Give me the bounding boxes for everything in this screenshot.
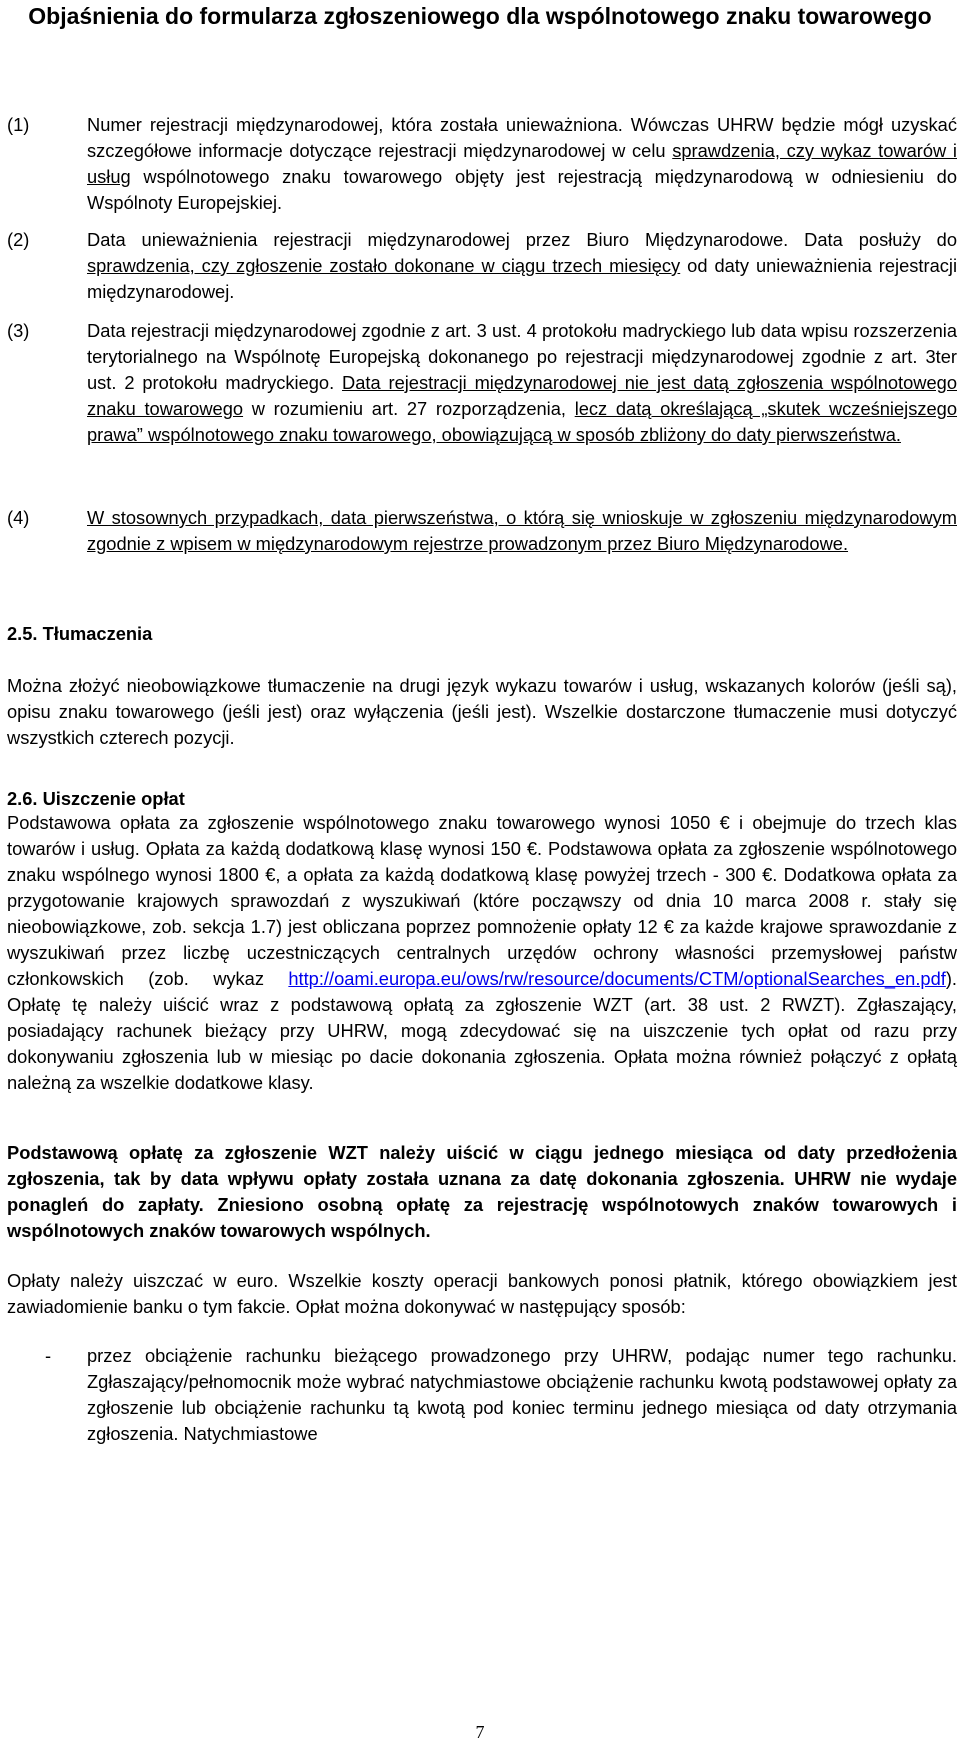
note-text-part: wspólnotowego znaku towarowego objęty jest rejestracją międzynarodową w odniesieniu do Wspólnoty Europejskiej. (87, 166, 957, 213)
note-number: (1) (7, 114, 30, 135)
note-text-underlined: sprawdzenia, czy zgłoszenie zostało dokonane w ciągu trzech miesięcy (87, 255, 681, 276)
note-text (87, 505, 957, 557)
bullet-dash: - (45, 1345, 52, 1366)
paragraph-text: Podstawową opłatę za zgłoszenie WZT należy uiścić w ciągu jednego miesiąca od daty przedłożenia zgłoszenia, tak by data wpływu opłaty została uznana za datę dokonania zgłoszenia. UHRW nie wydaje ponagleń do zapłaty. Zniesiono osobną opłatę za rejestrację wspólnotowych znaków towarowych i wspólnotowych znaków towarowych wspólnych. (7, 1142, 957, 1241)
bullet-item-current-account (7, 1343, 957, 1447)
optional-searches-link[interactable]: http://oami.europa.eu/ows/rw/resource/documents/CTM/optionalSearches_en.pdf (288, 968, 946, 989)
note-text (87, 112, 957, 216)
note-1 (7, 112, 957, 216)
bullet-text: przez obciążenie rachunku bieżącego prowadzonego przy UHRW, podając numer tego rachunku. Zgłaszający/pełnomocnik może wybrać natychmiastowe obciążenie rachunku kwotą podstawowej opłaty za zgłoszenie lub obciążenie rachunku tą kwotą pod koniec terminu jednego miesiąca od daty otrzymania zgłoszenia. Natychmiastowe (87, 1345, 957, 1444)
note-text (87, 227, 957, 305)
translations-paragraph (7, 673, 957, 751)
note-3 (7, 318, 957, 448)
note-text-underlined: sprawdzenia, czy wykaz towarów i usług (87, 140, 957, 187)
paragraph-text (7, 810, 957, 1096)
section-heading-translations: 2.5. Tłumaczenia (7, 623, 153, 644)
note-text-underlined: Data rejestracji międzynarodowej nie jest datą zgłoszenia wspólnotowego znaku towarowego (87, 372, 957, 419)
page-title: Objaśnienia do formularza zgłoszeniowego dla wspólnotowego znaku towarowego (28, 3, 932, 29)
paragraph-text-part: Podstawowa opłata za zgłoszenie wspólnotowego znaku towarowego wynosi 1050 € i obejmuje do trzech klas towarów i usług. Opłata za każdą dodatkową klasę wynosi 150 €. Podstawowa opłata za zgłoszenie wspólnotowego znaku wspólnego wynosi 1800 €, a opłata za każdą dodatkową klasę powyżej trzech - 300 €. Dodatkowa opłata za przygotowanie krajowych sprawozdań z wyszukiwań (które począwszy od dnia 10 marca 2008 r. stały się nieobowiązkowe, zob. sekcja 1.7) jest obliczana poprzez pomnożenie opłaty 12 € za każde krajowe sprawozdanie z wyszukiwań przez liczbę uczestniczących centralnych urzędów ochrony własności przemysłowej państw członkowskich (zob. wykaz (7, 812, 957, 989)
page-number: 7 (475, 1722, 485, 1742)
note-4 (7, 505, 957, 557)
section-number: 2.6. (7, 788, 43, 809)
note-text (87, 318, 957, 448)
basic-fee-bold-paragraph (7, 1140, 957, 1244)
paragraph-text-part: ). Opłatę tę należy uiścić wraz z podstawową opłatą za zgłoszenie WZT (art. 38 ust. 2 RWZT). Zgłaszający, posiadający rachunek bieżący przy UHRW, mogą zdecydować się na uiszczenie tych opłat od razu przy dokonywaniu zgłoszenia lub w miesiąc po dacie dokonania zgłoszenia. Opłata można również połączyć z opłatą należną za wszelkie dodatkowe klasy. (7, 968, 957, 1093)
payment-paragraph (7, 1268, 957, 1320)
note-text-part: w rozumieniu art. 27 rozporządzenia, (243, 398, 575, 419)
section-heading-fees (7, 786, 185, 812)
note-text-underlined: W stosownych przypadkach, data pierwszeństwa, o którą się wnioskuje w zgłoszeniu międzynarodowym zgodnie z wpisem w międzynarodowym rejestrze prowadzonym przez Biuro Międzynarodowe. (87, 507, 957, 554)
fees-paragraph (7, 810, 957, 1096)
paragraph-text: Opłaty należy uiszczać w euro. Wszelkie koszty operacji bankowych ponosi płatnik, którego obowiązkiem jest zawiadomienie banku o tym fakcie. Opłat można dokonywać w następujący sposób: (7, 1270, 957, 1317)
section-title: Uiszczenie opłat (42, 788, 185, 809)
note-text-underlined: lecz datą określającą „skutek wcześniejszego prawa” wspólnotowego znaku towarowego, obowiązującą w sposób zbliżony do daty pierwszeństwa. (87, 398, 957, 445)
note-number: (3) (7, 320, 30, 341)
note-text-part: Data unieważnienia rejestracji międzynarodowej przez Biuro Międzynarodowe. Data posłuży do (87, 229, 957, 250)
note-text-part: od daty unieważnienia rejestracji międzynarodowej. (87, 255, 957, 302)
note-number: (2) (7, 229, 30, 250)
note-2 (7, 227, 957, 305)
note-text-part: Numer rejestracji międzynarodowej, która została unieważniona. Wówczas UHRW będzie mógł uzyskać szczegółowe informacje dotyczące rejestracji międzynarodowej w celu (87, 114, 957, 161)
paragraph-text: Można złożyć nieobowiązkowe tłumaczenie na drugi język wykazu towarów i usług, wskazanych kolorów (jeśli są), opisu znaku towarowego (jeśli jest) oraz wyłączenia (jeśli jest). Wszelkie dostarczone tłumaczenie musi dotyczyć wszystkich czterech pozycji. (7, 675, 957, 748)
note-text-part: Data rejestracji międzynarodowej zgodnie z art. 3 ust. 4 protokołu madryckiego lub data wpisu rozszerzenia terytorialnego na Wspólnotę Europejską dokonanego po rejestracji międzynarodowej zgodnie z art. 3ter ust. 2 protokołu madryckiego. (87, 320, 957, 393)
note-number: (4) (7, 507, 30, 528)
